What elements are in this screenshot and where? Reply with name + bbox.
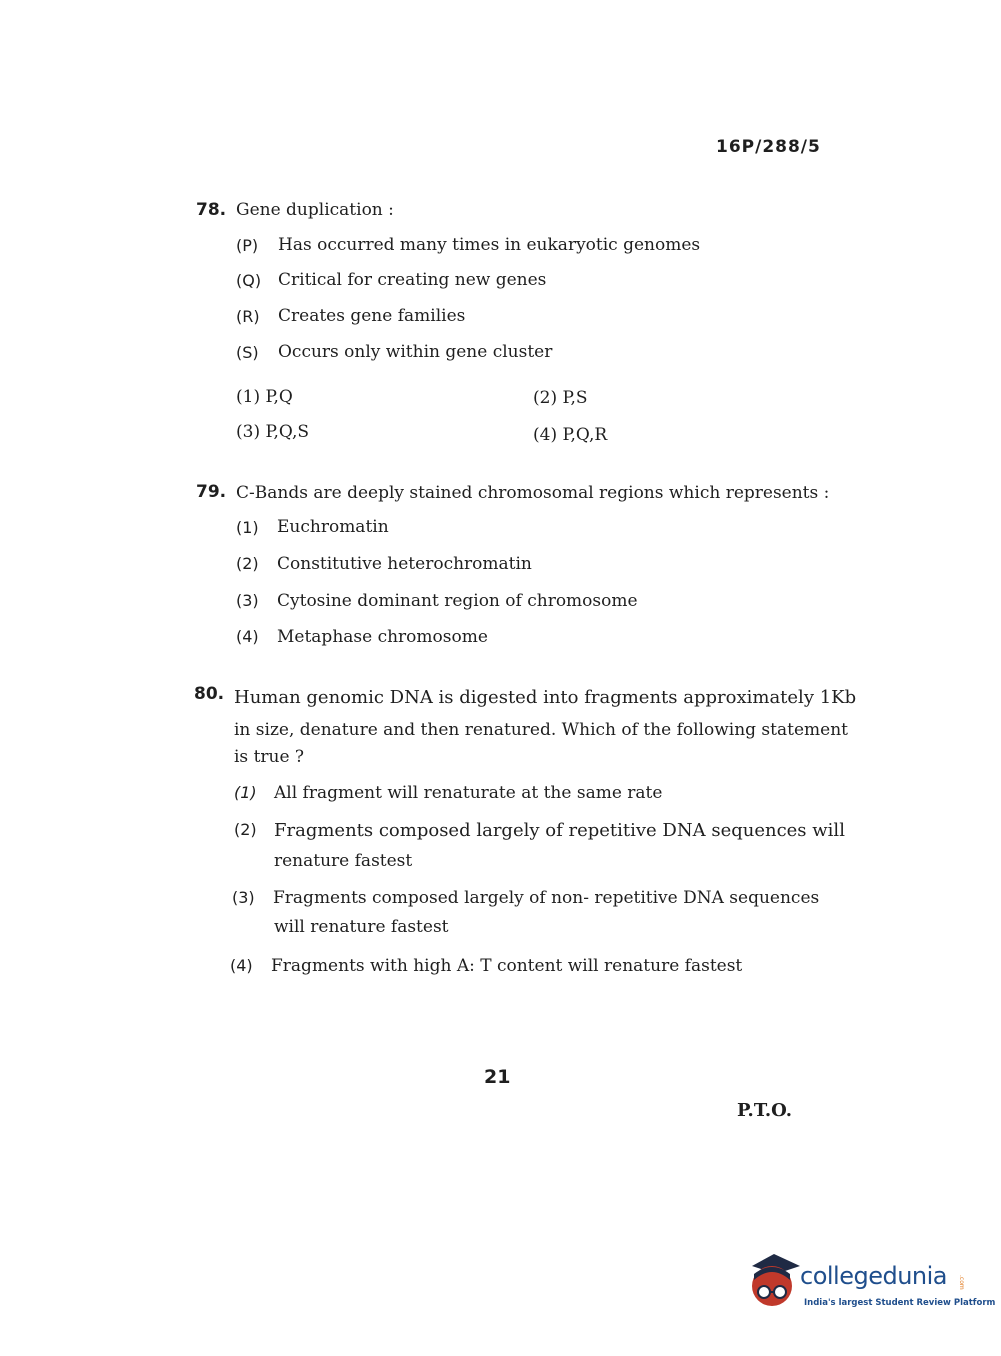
question-stem-79: C-Bands are deeply stained chromosomal regions which represents : bbox=[236, 483, 830, 503]
choice-label: (1) bbox=[236, 387, 261, 407]
statement-text: Creates gene families bbox=[278, 306, 466, 326]
choice[interactable] bbox=[236, 422, 309, 442]
question-number-78: 78. bbox=[196, 200, 227, 220]
question-stem-78: Gene duplication : bbox=[236, 200, 394, 220]
question-stem-80-line: in size, denature and then renatured. Which of the following statement bbox=[234, 720, 848, 740]
choice-text[interactable]: Constitutive heterochromatin bbox=[277, 554, 532, 574]
choice-label: (2) bbox=[234, 820, 257, 839]
statement-text: Occurs only within gene cluster bbox=[278, 342, 553, 362]
choice-text: P,S bbox=[562, 388, 588, 408]
choice-label: (4) bbox=[533, 425, 558, 445]
statement-label: (S) bbox=[236, 343, 259, 362]
statement-text: Has occurred many times in eukaryotic genomes bbox=[278, 235, 701, 255]
choice-text-continued: renature fastest bbox=[274, 851, 413, 871]
logo-wordmark: collegedunia bbox=[800, 1262, 948, 1290]
choice-label: (1) bbox=[236, 518, 259, 537]
choice-label: (4) bbox=[230, 956, 253, 975]
choice-text: P,Q,S bbox=[265, 422, 310, 442]
choice-text: P,Q bbox=[265, 387, 293, 407]
statement-text: Critical for creating new genes bbox=[278, 270, 547, 290]
choice-text[interactable]: Cytosine dominant region of chromosome bbox=[277, 591, 638, 611]
choice-label: (1) bbox=[234, 783, 257, 802]
choice-text[interactable]: Fragments composed largely of repetitive DNA sequences will bbox=[274, 820, 845, 841]
choice-text[interactable]: Metaphase chromosome bbox=[277, 627, 488, 647]
page-number: 21 bbox=[484, 1066, 511, 1088]
choice-text-continued: will renature fastest bbox=[274, 917, 449, 937]
question-number-80: 80. bbox=[194, 684, 225, 704]
choice-text[interactable]: All fragment will renaturate at the same rate bbox=[274, 783, 663, 803]
choice[interactable] bbox=[533, 425, 607, 445]
choice[interactable] bbox=[533, 388, 588, 408]
choice-label: (3) bbox=[236, 422, 261, 442]
choice-text[interactable]: Euchromatin bbox=[277, 517, 389, 537]
choice-text: P,Q,R bbox=[562, 425, 608, 445]
choice[interactable] bbox=[236, 387, 293, 407]
question-stem-80-line: Human genomic DNA is digested into fragments approximately 1Kb bbox=[234, 687, 857, 708]
choice-text[interactable]: Fragments composed largely of non- repetitive DNA sequences bbox=[273, 888, 820, 908]
choice-text[interactable]: Fragments with high A: T content will renature fastest bbox=[271, 956, 743, 976]
mascot-icon bbox=[752, 1254, 800, 1306]
statement-label: (R) bbox=[236, 307, 260, 326]
statement-label: (Q) bbox=[236, 271, 262, 290]
question-stem-80-line: is true ? bbox=[234, 747, 305, 767]
choice-label: (3) bbox=[232, 888, 255, 907]
paper-code: 16P/288/5 bbox=[716, 137, 821, 157]
choice-label: (3) bbox=[236, 591, 259, 610]
logo-suffix: .com bbox=[958, 1275, 965, 1290]
choice-label: (4) bbox=[236, 627, 259, 646]
statement-label: (P) bbox=[236, 236, 259, 255]
choice-label: (2) bbox=[533, 388, 558, 408]
choice-label: (2) bbox=[236, 554, 259, 573]
question-number-79: 79. bbox=[196, 482, 227, 502]
logo-tagline: India's largest Student Review Platform bbox=[804, 1298, 996, 1308]
pto-note: P.T.O. bbox=[737, 1100, 793, 1121]
